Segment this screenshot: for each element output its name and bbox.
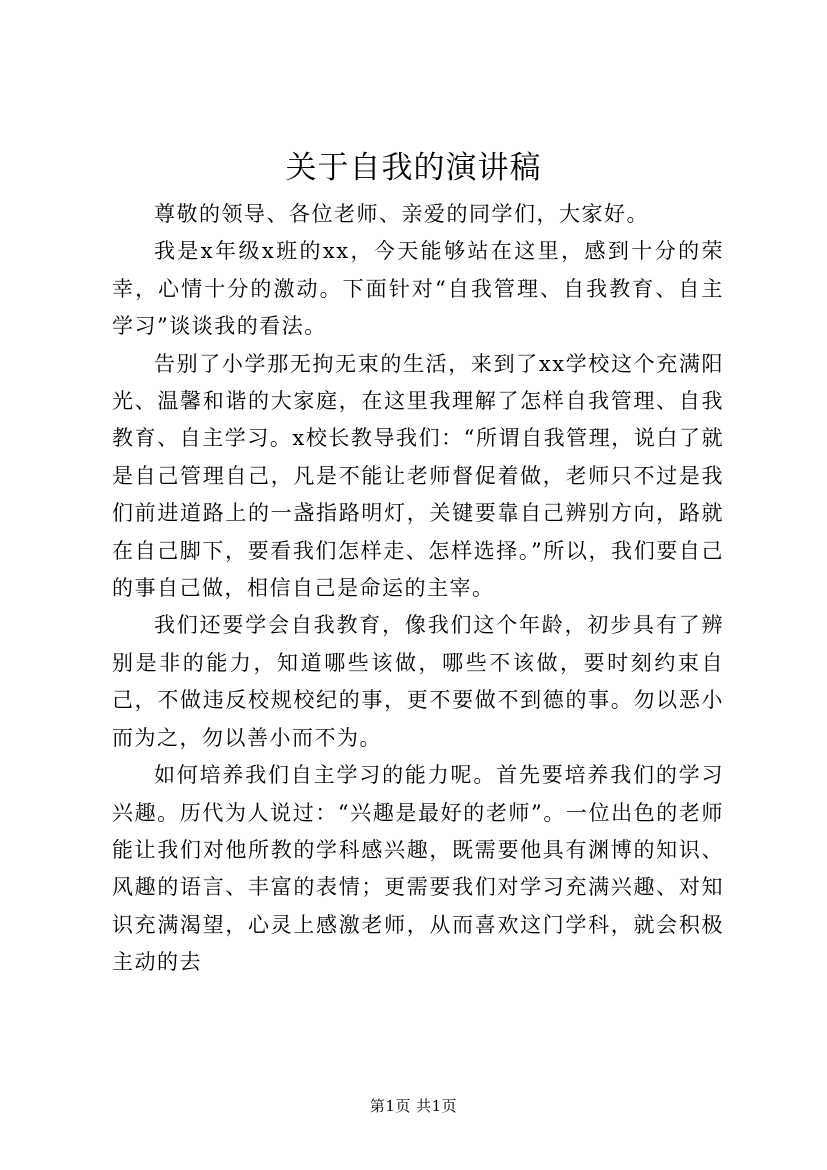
document-title: 关于自我的演讲稿 [285,150,542,186]
paragraph-self-education: 我们还要学会自我教育，像我们这个年龄，初步具有了辨别是非的能力，知道哪些该做，哪些不该做，要时刻约束自己，不做违反校规校纪的事，更不要做不到德的事。勿以恶小而为之，勿以善小而不为。 [112,613,724,750]
page-number-footer: 第1页 共1页 [369,1097,458,1115]
document-body [112,196,724,982]
paragraph-greeting: 尊敬的领导、各位老师、亲爱的同学们，大家好。 [154,202,649,226]
paragraph-self-study: 如何培养我们自主学习的能力呢。首先要培养我们的学习兴趣。历代为人说过：“兴趣是最好的老师”。一位出色的老师能让我们对他所教的学科感兴趣，既需要他具有渊博的知识、风趣的语言、丰富的表情；更需要我们对学习充满兴趣、对知识充满渴望，心灵上感激老师，从而喜欢这门学科，就会积极主动的去 [112,763,724,975]
paragraph-introduction: 我是x年级x班的xx，今天能够站在这里，感到十分的荣幸，心情十分的激动。下面针对“自我管理、自我教育、自主学习”谈谈我的看法。 [112,239,724,339]
paragraph-self-management: 告别了小学那无拘无束的生活，来到了xx学校这个充满阳光、温馨和谐的大家庭，在这里我理解了怎样自我管理、自我教育、自主学习。x校长教导我们：“所谓自我管理，说白了就是自己管理自己，凡是不能让老师督促着做，老师只不过是我们前进道路上的一盏指路明灯，关键要靠自己辨别方向，路就在自己脚下，要看我们怎样走、怎样选择。”所以，我们要自己的事自己做，相信自己是命运的主宰。 [112,351,724,601]
